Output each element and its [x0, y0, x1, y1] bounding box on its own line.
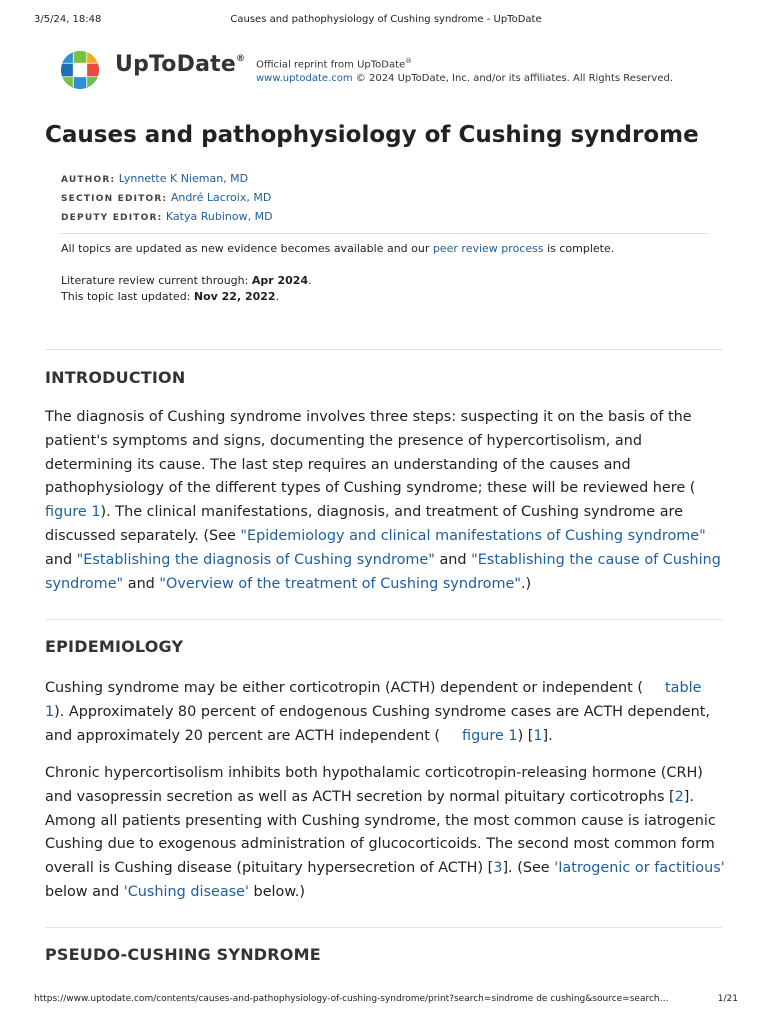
section-divider	[45, 349, 722, 350]
author-list	[61, 170, 273, 227]
figure-1-link[interactable]: figure 1	[462, 727, 518, 744]
section-heading-introduction: INTRODUCTION	[45, 368, 186, 387]
section-divider	[45, 619, 722, 620]
divider	[61, 233, 707, 234]
reference-2-link[interactable]: 2	[674, 788, 684, 805]
figure-1-link[interactable]: figure 1	[45, 504, 101, 521]
introduction-paragraph: The diagnosis of Cushing syndrome involves three steps: suspecting it on the basis of the patient's symptoms and signs, documenting the presence of hypercortisolism, and determining its cause. The last step requires an understanding of the causes and pathophysiology of the different types of Cushing syndrome; these will be reviewed here (figure 1). The clinical manifestations, diagnosis, and treatment of Cushing syndrome are discussed separately. (See "Epidemiology and clinical manifestations of Cushing syndrome" and "Establishing the diagnosis of Cushing syndrome" and "Establishing the cause of Cushing syndrome" and "Overview of the treatment of Cushing syndrome".)	[45, 409, 721, 592]
deputy-editor-role: DEPUTY EDITOR:	[61, 213, 163, 223]
section-editor-role: SECTION EDITOR:	[61, 194, 168, 204]
section-heading-epidemiology: EPIDEMIOLOGY	[45, 637, 184, 656]
section-heading-pseudo-cushing: PSEUDO-CUSHING SYNDROME	[45, 945, 321, 964]
print-url: https://www.uptodate.com/contents/causes-and-pathophysiology-of-cushing-syndrome/print?search=sindrome de cushing&source=search…	[34, 994, 669, 1004]
uptodate-site-link[interactable]: www.uptodate.com	[256, 73, 353, 85]
table-1-link[interactable]: table 1	[45, 680, 702, 720]
author-role: AUTHOR:	[61, 175, 116, 185]
section-divider	[45, 927, 722, 928]
brand-header	[60, 46, 720, 90]
section-editor-link[interactable]: André Lacroix, MD	[170, 191, 272, 204]
print-header	[34, 14, 738, 30]
diagnosis-topic-link[interactable]: "Establishing the diagnosis of Cushing syndrome"	[76, 551, 435, 568]
cushing-disease-section-link[interactable]: 'Cushing disease'	[123, 883, 249, 900]
reference-3-link[interactable]: 3	[493, 860, 503, 877]
reprint-notice: Official reprint from UpToDate® www.uptodate.com © 2024 UpToDate, Inc. and/or its affiliates. All Rights Reserved.	[256, 57, 674, 85]
treatment-topic-link[interactable]: "Overview of the treatment of Cushing syndrome"	[159, 575, 521, 592]
uptodate-logo-icon	[60, 50, 100, 90]
peer-review-link[interactable]: peer review process	[432, 242, 544, 255]
page-title: Causes and pathophysiology of Cushing syndrome	[45, 122, 699, 148]
logo-wordmark: UpToDate®	[115, 52, 246, 77]
epidemiology-paragraph-2: Chronic hypercortisolism inhibits both hypothalamic corticotropin-releasing hormone (CRH) and vasopressin secretion as well as ACTH secretion by normal pituitary corticotrophs [2]. Among all patients presenting with Cushing syndrome, the most common cause is iatrogenic Cushing due to exogenous administration of glucocorticoids. The second most common form overall is Cushing disease (pituitary hypersecretion of ACTH) [3]. (See 'Iatrogenic or factitious' below and 'Cushing disease' below.)	[45, 765, 725, 900]
print-page-title: Causes and pathophysiology of Cushing syndrome - UpToDate	[230, 14, 542, 25]
epidemiology-paragraph-1: Cushing syndrome may be either corticotropin (ACTH) dependent or independent ( table 1). Approximately 80 percent of endogenous Cushing syndrome cases are ACTH dependent, and approximately 20 percent are ACTH independent ( figure 1) [1].	[45, 680, 710, 744]
page-number: 1/21	[717, 994, 738, 1004]
print-datetime: 3/5/24, 18:48	[34, 14, 102, 25]
iatrogenic-section-link[interactable]: 'Iatrogenic or factitious'	[554, 860, 725, 877]
author-link[interactable]: Lynnette K Nieman, MD	[118, 172, 249, 185]
literature-info: Literature review current through: Apr 2024. This topic last updated: Nov 22, 2022.	[61, 274, 312, 303]
deputy-editor-link[interactable]: Katya Rubinow, MD	[165, 210, 273, 223]
cause-topic-link[interactable]: "Establishing the cause of Cushing syndrome"	[45, 551, 721, 592]
reference-1-link[interactable]: 1	[533, 727, 543, 744]
epidemiology-topic-link[interactable]: "Epidemiology and clinical manifestations of Cushing syndrome"	[240, 527, 706, 544]
review-note: All topics are updated as new evidence becomes available and our peer review process is complete.	[61, 242, 615, 255]
